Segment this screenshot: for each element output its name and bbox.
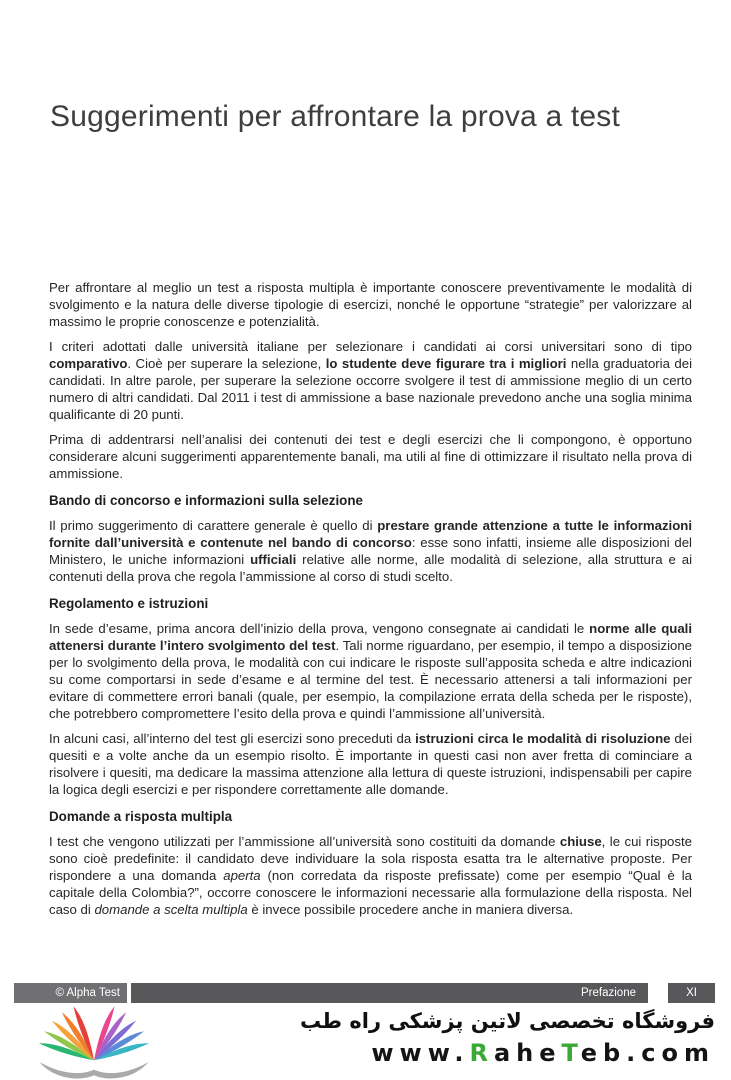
- watermark-persian-text: فروشگاه تخصصی لاتین پزشکی راه طب: [300, 1009, 715, 1033]
- text-run: In sede d’esame, prima ancora dell’inizio della prova, vengono consegnate ai candidati le: [49, 621, 590, 636]
- text-run: istruzioni circa le modalità di risoluzione: [415, 731, 671, 746]
- text-run: I criteri adottati dalle università italiane per selezionare i candidati ai corsi universitari sono di tipo: [49, 339, 692, 354]
- text-run: Domande a risposta multipla: [49, 809, 233, 824]
- text-run: prestare grande attenzione a tutte le informazioni fornite dall’università e contenute nel bando di concorso: [49, 518, 692, 550]
- text-run: comparativo: [49, 356, 128, 371]
- watermark: [300, 1008, 715, 1067]
- text-run: aperta: [223, 868, 261, 883]
- text-run: . Tali norme riguardano, per esempio, il tempo a disposizione per lo svolgimento della prova, le modalità con cui indicare le risposte sull’apposita scheda e altre indicazioni su come comportarsi in sede d’esame e al termine del test. È necessario attenersi a tali informazioni per evitare di commettere errori banali (quale, per esempio, la compilazione errata della scheda per le risposte), che potrebbero compromettere l’esito della prova e quindi l’ammissione all’università.: [49, 638, 692, 721]
- section-heading: [49, 808, 692, 825]
- section-heading: [49, 492, 692, 509]
- text-run: : esse sono infatti, insieme alle disposizioni del Ministero, le uniche informazioni: [49, 535, 692, 567]
- watermark-url-segment: www.: [371, 1039, 470, 1067]
- text-run: , le cui risposte sono cioè predefinite: il candidato deve individuare la sola risposta esatta tra le alternative proposte. Per rispondere a una domanda: [49, 834, 692, 883]
- text-run: è invece possibile procedere anche in maniera diversa.: [247, 902, 574, 917]
- text-run: lo studente deve figurare tra i migliori: [325, 356, 567, 371]
- footer-copyright: © Alpha Test: [14, 983, 127, 1003]
- text-run: Regolamento e istruzioni: [49, 596, 209, 611]
- watermark-url-segment: R: [469, 1039, 494, 1067]
- paragraph: [49, 620, 692, 722]
- text-run: chiuse: [559, 834, 602, 849]
- paragraph: [49, 279, 692, 330]
- watermark-url-segment: T: [561, 1039, 581, 1067]
- text-run: domande a scelta multipla: [94, 902, 248, 917]
- watermark-url-segment: eb.com: [580, 1039, 715, 1067]
- text-run: norme alle quali attenersi durante l’intero svolgimento del test: [49, 621, 692, 653]
- footer-section-bar: [131, 983, 648, 1003]
- paragraph: [49, 833, 692, 918]
- paragraph: [49, 730, 692, 798]
- text-run: Bando di concorso e informazioni sulla selezione: [49, 493, 363, 508]
- text-run: I test che vengono utilizzati per l’ammissione all’università sono costituiti da domande: [49, 834, 560, 849]
- text-run: relative alle norme, alle modalità di selezione, alla struttura e ai contenuti della prova che regola l’ammissione al corso di studi scelto.: [49, 552, 692, 584]
- text-run: . Cioè per superare la selezione,: [127, 356, 326, 371]
- paragraph: [49, 517, 692, 585]
- page-title: Suggerimenti per affrontare la prova a test: [50, 100, 621, 133]
- section-heading: [49, 595, 692, 612]
- footer-page-number: XI: [668, 983, 715, 1003]
- watermark-url-segment: ahe: [493, 1039, 562, 1067]
- text-run: (non corredata da risposte prefissate) come per esempio “Qual è la capitale della Colombia?”, occorre conoscere le informazioni necessarie alla formulazione della risposta. Nel caso di: [49, 868, 693, 917]
- text-run: In alcuni casi, all’interno del test gli esercizi sono preceduti da: [49, 731, 416, 746]
- page-body: [49, 279, 692, 926]
- text-run: Prima di addentrarsi nell’analisi dei contenuti dei test e degli esercizi che li compongono, è opportuno considerare alcuni suggerimenti apparentemente banali, ma utili al fine di ottimizzare il risultato nella prova di ammissione.: [49, 432, 692, 481]
- text-run: ufficiali: [250, 552, 297, 567]
- open-book-logo-icon: [28, 1004, 160, 1079]
- paragraph: [49, 338, 692, 423]
- text-run: nella graduatoria dei candidati. In altre parole, per superare la selezione occorre svolgere il test di ammissione meglio di un certo numero di altri candidati. Dal 2011 i test di ammissione a base nazionale prevedono anche una soglia minima qualificante di 20 punti.: [49, 356, 693, 422]
- text-run: Per affrontare al meglio un test a risposta multipla è importante conoscere preventivamente le modalità di svolgimento e la natura delle diverse tipologie di esercizi, nonché le opportune “strategie” per valorizzare al massimo le proprie conoscenze e potenzialità.: [49, 280, 692, 329]
- footer-section-label: Prefazione: [581, 987, 636, 999]
- text-run: Il primo suggerimento di carattere generale è quello di: [49, 518, 378, 533]
- paragraph: [49, 431, 692, 482]
- book-base: [40, 1062, 149, 1078]
- text-run: dei quesiti e a volte anche da un esempio risolto. È importante in questi casi non aver fretta di cominciare a risolvere i quesiti, ma dedicare la massima attenzione alla lettura di queste istruzioni, indispensabili per capire la logica degli esercizi e per rispondere correttamente alle domande.: [49, 731, 693, 797]
- watermark-url: [300, 1039, 715, 1067]
